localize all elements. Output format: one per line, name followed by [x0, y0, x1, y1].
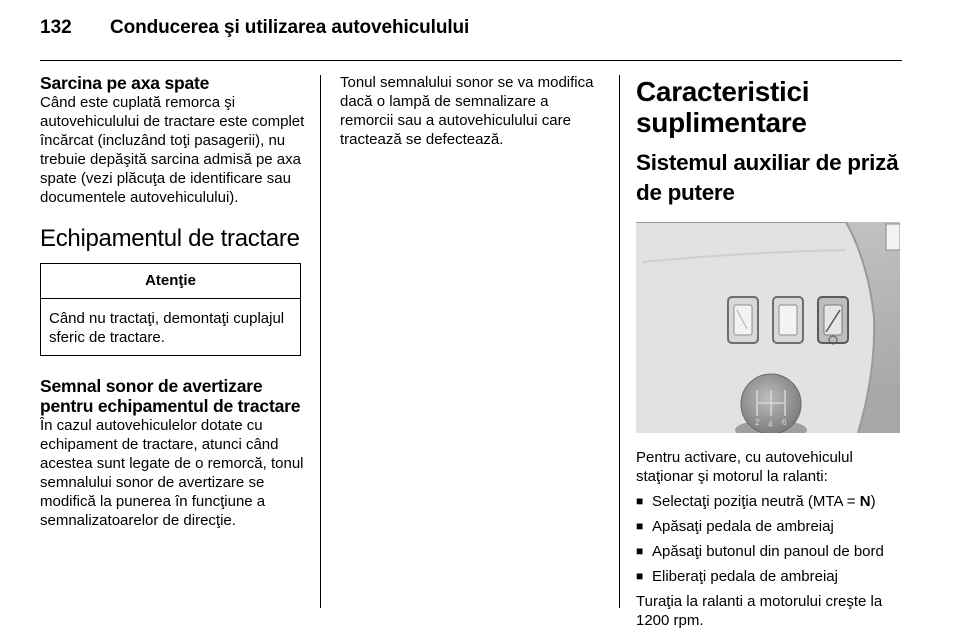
bullet-square-icon: ■: [636, 569, 644, 583]
list-item: [636, 492, 906, 511]
beep-text: În cazul autovehiculelor dotate cu echipament de tractare, atunci când acestea sunt legate de o remorcă, tonul semnalului sonor de avertizare se modifică la punerea în funcţiune a semnalizatoarelor de direcţie.: [40, 417, 304, 529]
list-item-text: Selectaţi poziţia neutră (MTA = N): [652, 493, 876, 510]
bullet-square-icon: ■: [636, 544, 644, 558]
gear-label-4: 4: [768, 420, 773, 429]
page-number: 132: [40, 17, 72, 38]
button-middle: [773, 297, 803, 343]
list-item-text: Apăsaţi pedala de ambreiaj: [652, 518, 834, 535]
warning-box: [40, 263, 301, 356]
list-item-text: Apăsaţi butonul din panoul de bord: [652, 543, 884, 560]
header-rule: [40, 60, 902, 61]
trailer-lamp-text: Tonul semnalului sonor se va modifica dacă o lampă de semnalizare a remorcii sau a autovehiculului care tractează se defectează.: [340, 74, 594, 148]
gear-label-2: 2: [755, 418, 760, 427]
towing-heading: Echipamentul de tractare: [40, 225, 300, 252]
pto-button: [818, 297, 848, 344]
dashboard-photo: [636, 222, 900, 433]
column-divider-1: [320, 75, 321, 608]
list-item: [636, 542, 906, 561]
section-heading: Caracteristici suplimentare: [636, 76, 810, 138]
gear-label-6: 6: [782, 418, 787, 427]
warning-title: Atenţie: [41, 264, 300, 299]
pto-steps: [636, 492, 906, 586]
button-left: [728, 297, 758, 343]
column-middle: [340, 73, 602, 149]
column-divider-2: [619, 75, 620, 608]
column-right: [636, 73, 906, 630]
beep-heading: Semnal sonor de avertizare pentru echipamentul de tractare: [40, 376, 301, 416]
page-header: [40, 14, 902, 42]
chapter-title: Conducerea şi utilizarea autovehiculului: [110, 17, 470, 38]
list-item-text: Eliberaţi pedala de ambreiaj: [652, 568, 838, 585]
rear-axle-heading: Sarcina pe axa spate: [40, 73, 210, 93]
bullet-square-icon: ■: [636, 519, 644, 533]
bullet-square-icon: ■: [636, 494, 644, 508]
pto-heading: Sistemul auxiliar de priză de putere: [636, 150, 899, 205]
pto-intro: Pentru activare, cu autovehiculul staţionar şi motorul la ralanti:: [636, 449, 853, 485]
column-left: [40, 73, 310, 530]
list-item: [636, 567, 906, 586]
warning-text: Când nu tractaţi, demontaţi cuplajul sferic de tractare.: [49, 310, 285, 346]
list-item: [636, 517, 906, 536]
rear-axle-text: Când este cuplată remorca şi autovehiculului de tractare este complet încărcat (incluzând toţi pasagerii), nu trebuie depăşită sarcina admisă pe axa spate (vezi plăcuţa de identificare sau documentele autovehiculului).: [40, 94, 305, 206]
pto-outro: Turaţia la ralanti a motorului creşte la 1200 rpm.: [636, 593, 883, 629]
